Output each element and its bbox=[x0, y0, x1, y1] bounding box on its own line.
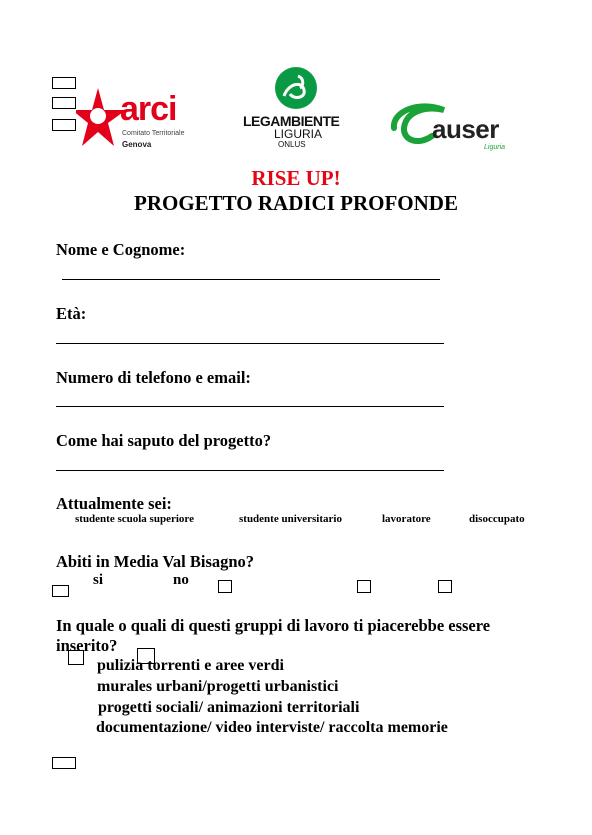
group-murals-checkbox[interactable] bbox=[137, 648, 155, 664]
status-option-university[interactable]: studente universitario bbox=[239, 513, 342, 525]
page-title: RISE UP! bbox=[251, 166, 341, 190]
group-option-documentation[interactable]: documentazione/ video interviste/ raccolta memorie bbox=[96, 719, 448, 736]
checkbox[interactable] bbox=[52, 97, 76, 109]
auser-logo bbox=[388, 98, 518, 156]
arci-subtitle: Comitato Territoriale bbox=[122, 130, 185, 137]
status-option-high-school[interactable]: studente scuola superiore bbox=[75, 513, 194, 525]
arci-wordmark: arci bbox=[120, 90, 177, 128]
name-field[interactable] bbox=[62, 279, 440, 280]
status-worker-checkbox[interactable] bbox=[357, 580, 371, 593]
arci-logo bbox=[76, 86, 186, 156]
auser-wordmark: auser bbox=[432, 114, 499, 144]
page-subtitle: PROGETTO RADICI PROFONDE bbox=[134, 191, 458, 215]
swan-icon bbox=[274, 66, 318, 110]
status-unemployed-checkbox[interactable] bbox=[438, 580, 452, 593]
status-option-unemployed[interactable]: disoccupato bbox=[469, 513, 525, 525]
group-cleanup-checkbox[interactable] bbox=[68, 650, 84, 665]
residence-label: Abiti in Media Val Bisagno? bbox=[56, 552, 255, 571]
residence-yes-checkbox[interactable] bbox=[52, 585, 69, 597]
arci-city: Genova bbox=[122, 140, 152, 149]
legambiente-logo bbox=[240, 66, 348, 156]
group-option-cleanup[interactable]: pulizia torrenti e aree verdi bbox=[97, 657, 284, 674]
residence-option-yes[interactable]: si bbox=[93, 572, 104, 588]
group-option-murals[interactable]: murales urbani/progetti urbanistici bbox=[97, 678, 339, 695]
source-field[interactable] bbox=[56, 470, 444, 471]
group-option-social[interactable]: progetti sociali/ animazioni territoriali bbox=[98, 699, 360, 716]
residence-option-no[interactable]: no bbox=[173, 572, 189, 588]
checkbox[interactable] bbox=[52, 119, 76, 131]
groups-label-line2: inserito? bbox=[56, 636, 118, 655]
legambiente-region: LIGURIA bbox=[274, 127, 323, 141]
status-label: Attualmente sei: bbox=[56, 494, 172, 513]
status-option-worker[interactable]: lavoratore bbox=[382, 513, 431, 525]
auser-region: Liguria bbox=[484, 144, 506, 151]
legambiente-wordmark: LEGAMBIENTE bbox=[243, 113, 340, 129]
contact-field[interactable] bbox=[56, 406, 444, 407]
group-documentation-checkbox[interactable] bbox=[52, 757, 76, 769]
age-label: Età: bbox=[56, 304, 87, 323]
checkbox[interactable] bbox=[52, 77, 76, 89]
name-label: Nome e Cognome: bbox=[56, 240, 186, 259]
contact-label: Numero di telefono e email: bbox=[56, 368, 251, 387]
groups-label-line1: In quale o quali di questi gruppi di lavoro ti piacerebbe essere bbox=[56, 616, 491, 635]
source-label: Come hai saputo del progetto? bbox=[56, 431, 272, 450]
legambiente-onlus: ONLUS bbox=[278, 140, 306, 149]
age-field[interactable] bbox=[56, 343, 444, 344]
status-university-checkbox[interactable] bbox=[218, 580, 232, 593]
